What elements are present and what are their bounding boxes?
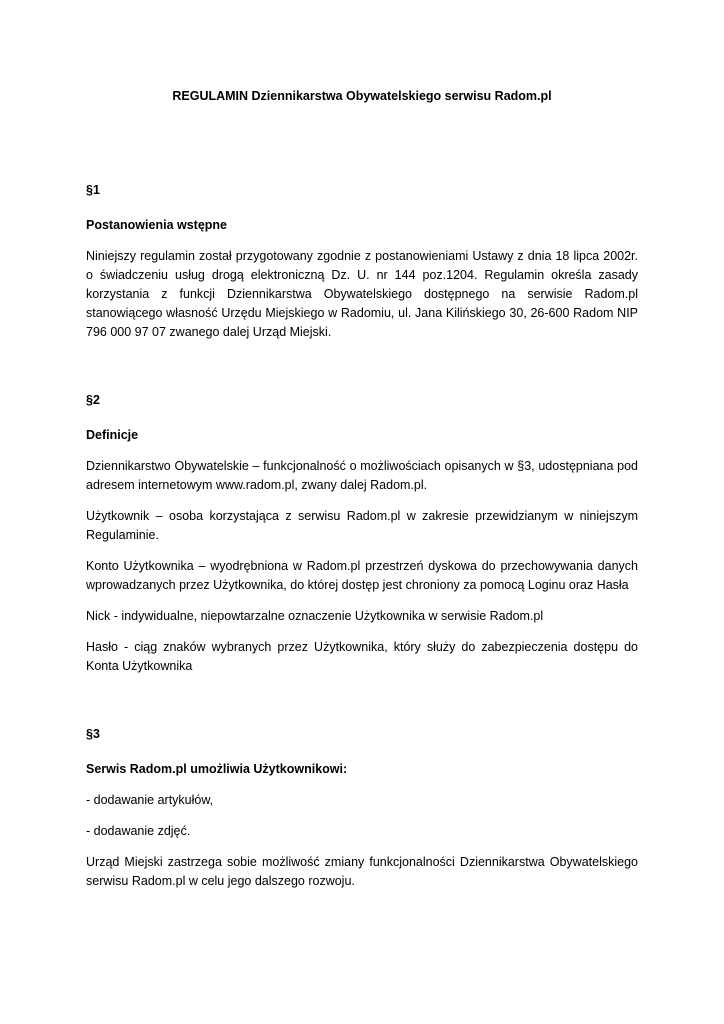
section-heading: Serwis Radom.pl umożliwia Użytkownikowi: xyxy=(86,762,348,776)
section-3 xyxy=(86,725,638,891)
paragraph: Niniejszy regulamin został przygotowany zgodnie z postanowieniami Ustawy z dnia 18 lipca 2002r. o świadczeniu usług drogą elektroniczną Dz. U. nr 144 poz.1204. Regulamin określa zasady korzystania z funkcji Dziennikarstwa Obywatelskiego dostępnego na serwisie Radom.pl stanowiącego własność Urzędu Miejskiego w Radomiu, ul. Jana Kilińskiego 30, 26-600 Radom NIP 796 000 97 07 zwanego dalej Urząd Miejski. xyxy=(86,249,638,339)
paragraph: Konto Użytkownika – wyodrębniona w Radom.pl przestrzeń dyskowa do przechowywania danych wprowadzanych przez Użytkownika, do której dostęp jest chroniony za pomocą Loginu oraz Hasła xyxy=(86,559,638,592)
section-spacer xyxy=(86,354,638,391)
document-title: REGULAMIN Dziennikarstwa Obywatelskiego serwisu Radom.pl xyxy=(172,89,552,103)
paragraph: Użytkownik – osoba korzystająca z serwisu Radom.pl w zakresie przewidzianym w niniejszym Regulaminie. xyxy=(86,509,638,542)
section-spacer xyxy=(86,688,638,725)
section-1 xyxy=(86,181,638,342)
paragraph: Urząd Miejski zastrzega sobie możliwość zmiany funkcjonalności Dziennikarstwa Obywatelskiego serwisu Radom.pl w celu jego dalszego rozwoju. xyxy=(86,855,638,888)
paragraph: Nick - indywidualne, niepowtarzalne oznaczenie Użytkownika w serwisie Radom.pl xyxy=(86,609,544,623)
paragraph: Dziennikarstwo Obywatelskie – funkcjonalność o możliwościach opisanych w §3, udostępniana pod adresem internetowym www.radom.pl, zwany dalej Radom.pl. xyxy=(86,459,638,492)
document-body xyxy=(86,181,638,903)
section-number: §2 xyxy=(86,393,100,407)
section-number: §3 xyxy=(86,727,100,741)
section-heading: Definicje xyxy=(86,428,139,442)
paragraph: Hasło - ciąg znaków wybranych przez Użytkownika, który służy do zabezpieczenia dostępu do Konta Użytkownika xyxy=(86,640,638,673)
list-item: - dodawanie zdjęć. xyxy=(86,824,191,838)
section-number: §1 xyxy=(86,183,100,197)
section-heading: Postanowienia wstępne xyxy=(86,218,228,232)
list-item: - dodawanie artykułów, xyxy=(86,793,214,807)
section-2 xyxy=(86,391,638,676)
